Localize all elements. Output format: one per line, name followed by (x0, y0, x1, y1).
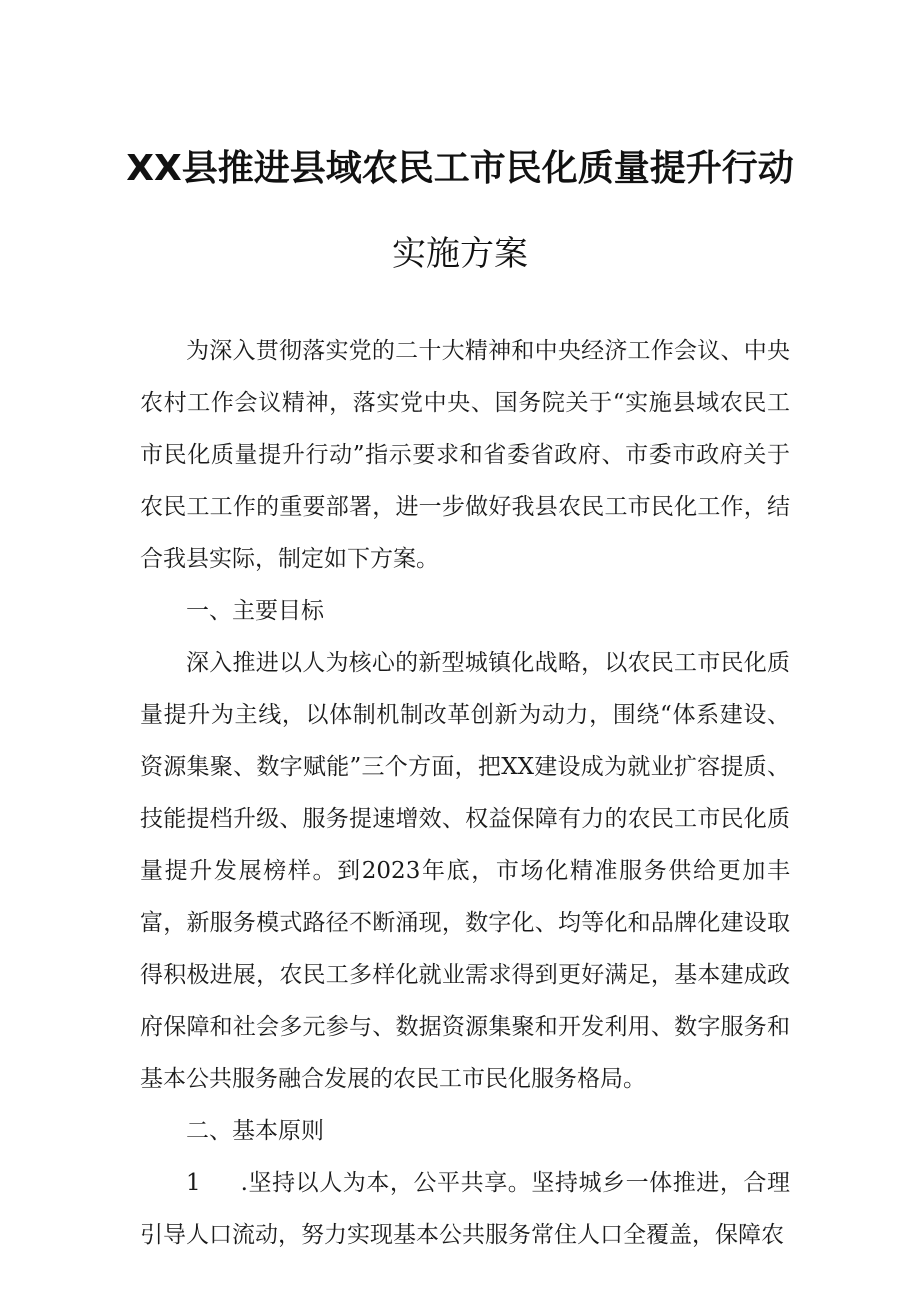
goals-paragraph: 深入推进以人为核心的新型城镇化战略，以农民工市民化质量提升为主线，以体制机制改革创新为动力，围绕“体系建设、资源集聚、数字赋能”三个方面，把XX建设成为就业扩容提质、技能提档升级、服务提速增效、权益保障有力的农民工市民化质量提升发展榜样。到2023年底，市场化精准服务供给更加丰富，新服务模式路径不断涌现，数字化、均等化和品牌化建设取得积极进展，农民工多样化就业需求得到更好满足，基本建成政府保障和社会多元参与、数据资源集聚和开发利用、数字服务和基本公共服务融合发展的农民工市民化服务格局。 (140, 650, 790, 1092)
section-heading-principles: 二、基本原则 (186, 1118, 324, 1144)
principle-item-1-text: .坚持以人为本，公平共享。坚持城乡一体推进，合理引导人口流动，努力实现基本公共服务常住人口全覆盖，保障农 (140, 1170, 790, 1248)
principle-item-1 (140, 1157, 790, 1261)
intro-paragraph: 为深入贯彻落实党的二十大精神和中央经济工作会议、中央农村工作会议精神，落实党中央、国务院关于“实施县域农民工市民化质量提升行动”指示要求和省委省政府、市委市政府关于农民工工作的重要部署，进一步做好我县农民工市民化工作，结合我县实际，制定如下方案。 (140, 338, 790, 572)
document-body (140, 325, 790, 1261)
principle-item-1-number: 1 (186, 1170, 201, 1196)
document-title-line2: 实施方案 (392, 234, 528, 274)
document-title-line1: XX县推进县域农民工市民化质量提升行动 (126, 148, 794, 189)
section-heading-goals: 一、主要目标 (186, 598, 324, 624)
